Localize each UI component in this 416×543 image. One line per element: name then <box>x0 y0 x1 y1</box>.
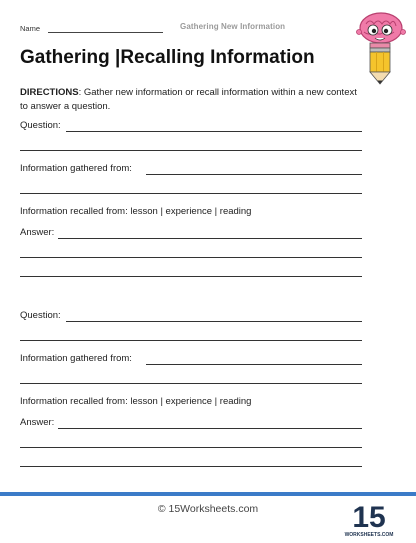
answer-line[interactable] <box>20 466 362 467</box>
name-label: Name <box>20 24 41 33</box>
question-line[interactable] <box>66 321 362 322</box>
worksheets-logo-icon <box>344 498 394 538</box>
directions <box>20 86 366 114</box>
brain-icon <box>357 13 406 43</box>
footer-copyright: © 15Worksheets.com <box>157 503 259 515</box>
answer-line[interactable] <box>20 276 362 277</box>
question-label: Question: <box>20 120 61 131</box>
gathered-label: Information gathered from: <box>20 163 132 174</box>
footer-band <box>0 492 416 496</box>
page-title: Gathering |Recalling Information <box>20 47 315 68</box>
answer-label: Answer: <box>20 227 55 238</box>
answer-line[interactable] <box>58 428 362 429</box>
answer-line[interactable] <box>20 150 362 151</box>
gathered-label: Information gathered from: <box>20 353 132 364</box>
answer-line[interactable] <box>20 383 362 384</box>
pencil-icon <box>370 43 390 84</box>
worksheet-title: Gathering New Information <box>180 22 286 31</box>
answer-line[interactable] <box>20 257 362 258</box>
recalled-label: Information recalled from: lesson | experience | reading <box>20 206 252 217</box>
question-line[interactable] <box>66 131 362 132</box>
answer-line[interactable] <box>20 193 362 194</box>
answer-line[interactable] <box>20 340 362 341</box>
logo-number: 15 <box>352 501 386 534</box>
recalled-label: Information recalled from: lesson | experience | reading <box>20 396 252 407</box>
answer-line[interactable] <box>58 238 362 239</box>
question-label: Question: <box>20 310 61 321</box>
directions-text: : Gather new information or recall information within a new context to answer a question. <box>20 87 357 112</box>
logo-word: WORKSHEETS.COM <box>344 532 394 538</box>
directions-label: DIRECTIONS <box>20 87 79 98</box>
name-line[interactable] <box>48 32 163 33</box>
gathered-line[interactable] <box>146 364 362 365</box>
gathered-line[interactable] <box>146 174 362 175</box>
answer-label: Answer: <box>20 417 55 428</box>
brain-pencil-mascot-icon <box>354 10 408 86</box>
answer-line[interactable] <box>20 447 362 448</box>
